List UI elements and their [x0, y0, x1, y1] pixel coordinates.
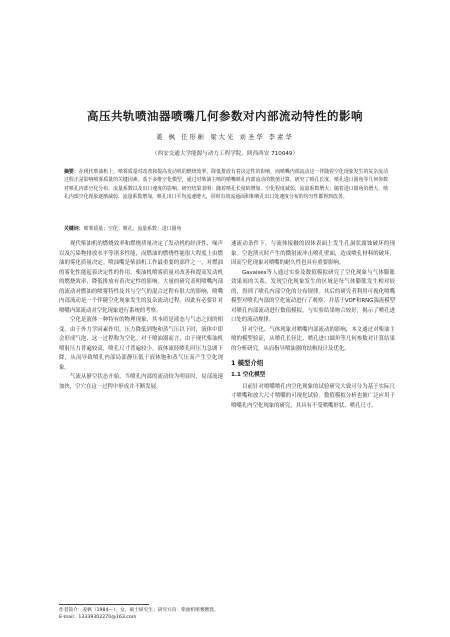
paragraph: 速流动条件下，与流体接触的固体表面上发生孔洞状腐蚀破坏的现象。空泡溃灭时产生的微射流冲击喷孔壁面，造成喷孔材料的破坏，因而空化现象对喷嘴的耐久性也具有重要影响。: [231, 241, 395, 266]
abstract-label: 摘要：: [64, 169, 79, 175]
affiliation: （西安交通大学能源与动力工程学院，陕西西安 710049）: [151, 151, 299, 157]
body-column-left: [59, 240, 223, 392]
footnote-email: E-mail：13339302270@163.com: [59, 615, 137, 621]
abstract: [64, 168, 388, 201]
keywords-text: 喷雾质量；空化；喷孔；流量系数；进口圆角: [83, 226, 182, 232]
subsection-heading: 1.1 空化模型: [231, 372, 266, 378]
paragraph: 针对空化、气体现象对喷嘴内部流动的影响，本文通过对柴油主喷的模型验证，从喷孔长径比、喷孔进口圆角等几何参数对计算结果的分析研究，从而指导喷油器的结构设计及优化。: [231, 326, 395, 352]
section-heading: 1 模型介绍: [231, 359, 264, 367]
paragraph: Gavaises等人通过实验及数值模拟研究了空化现象与气体膨胀效果间的关系，发现空化现象发生的区域是每气体膨胀发生相对较的，得到了喷孔内部空化的分布规律。其后的研究者利用可视化喷嘴模型对喷孔内部的空化流动进行了观察，并基于VOF和RNG湍流模型对喷孔内部流动进行数值模拟，与实验结果吻合较好，揭示了喷孔进口处的流动规律。: [231, 269, 395, 323]
footnote-rule: [59, 604, 149, 605]
footnote: [59, 607, 395, 621]
paper-title: 高压共轨喷油器喷嘴几何参数对内部流动特性的影响: [87, 109, 363, 123]
paragraph: 现代柴油机的燃烧效率和燃烧质量决定了发动机的经济性、噪声以及污染物排放水平等诸多性能，而燃油的燃烧性能很大程度上由燃油的雾化质量决定。喷油嘴是柴油机工作最重要的部件之一，对燃油的雾化性能起着决定性的作用。柴油机喷雾质量对改善和提高发动机的燃烧效率、降低排放有着决定性的影响。大量的研究表明喷嘴内部的流动对燃油的喷雾特性及其与空气的混合过程有很大的影响，喷嘴内部流动是一个伴随空化现象发生的复杂流动过程。因此有必要针对喷嘴内部流动对空化现象进行系统的考察。: [59, 241, 223, 314]
paragraph: 气流从静空状态开始，当喷孔内部的流动较为明显时，局部流速加快，空穴在这一过程中形成并不断发展。: [59, 374, 223, 390]
keywords: [64, 225, 388, 233]
footnote-author-info: 作者简介：姜枫（1984—），女，硕士研究生；研究方向：柴油机喷雾燃烧。: [59, 608, 219, 613]
paragraph: 空化是液体一种特有的物理现象，其本质是液态与气态之间的相变。由于外力学因素作用，压力降低到饱和蒸气压以下时，液体中即会形成气泡，这一过程称为空化。对于喷油器而言，由于现代柴油机喷射压力普遍较高，喷孔尺寸普遍较小，液体流经喷孔时压力急剧下降，从而导致喷孔内部局部静压低于液体饱和蒸气压而产生空化现象。: [59, 317, 223, 371]
keywords-label: 关键词：: [64, 226, 84, 232]
abstract-text: 在现代柴油机上，喷雾质量对改善和提高发动机的燃烧效率、降低排放有着决定性的影响，而喷嘴内部流动这一伴随着空化现象发生的复杂流动过程正是影响喷雾质量的关键因素。基于多维空化模型，通过对柴油主喷的喷嘴喷孔内部流动的数值计算，研究了喷孔长度、喷孔进口圆角等几何参数对喷孔内部空化分布、流量系数以及出口速度的影响。研究结果表明：随着喷孔长度的增加，空化程度减弱，流量系数增大；随着进口圆角的增大，喷孔内部空化现象逐渐减弱，流量系数增加，喷孔出口平均流速增大，同时有效流通面积和喷孔出口处速度分布的均匀性都得到改善。: [64, 169, 388, 200]
author-list: 姜 枫 任形彬 梁大光 刘圣华 李素华: [156, 133, 294, 141]
body-column-right: [231, 240, 395, 411]
paragraph: 目前针对喷嘴喷孔内空化现象的试验研究大致可分为基于实际尺寸喷嘴和放大尺寸喷嘴的可视化试验。数值模拟分析也被广泛应用于喷嘴孔内空化现象的研究，其具有不受喷嘴形状、喷孔尺寸、: [231, 383, 395, 409]
